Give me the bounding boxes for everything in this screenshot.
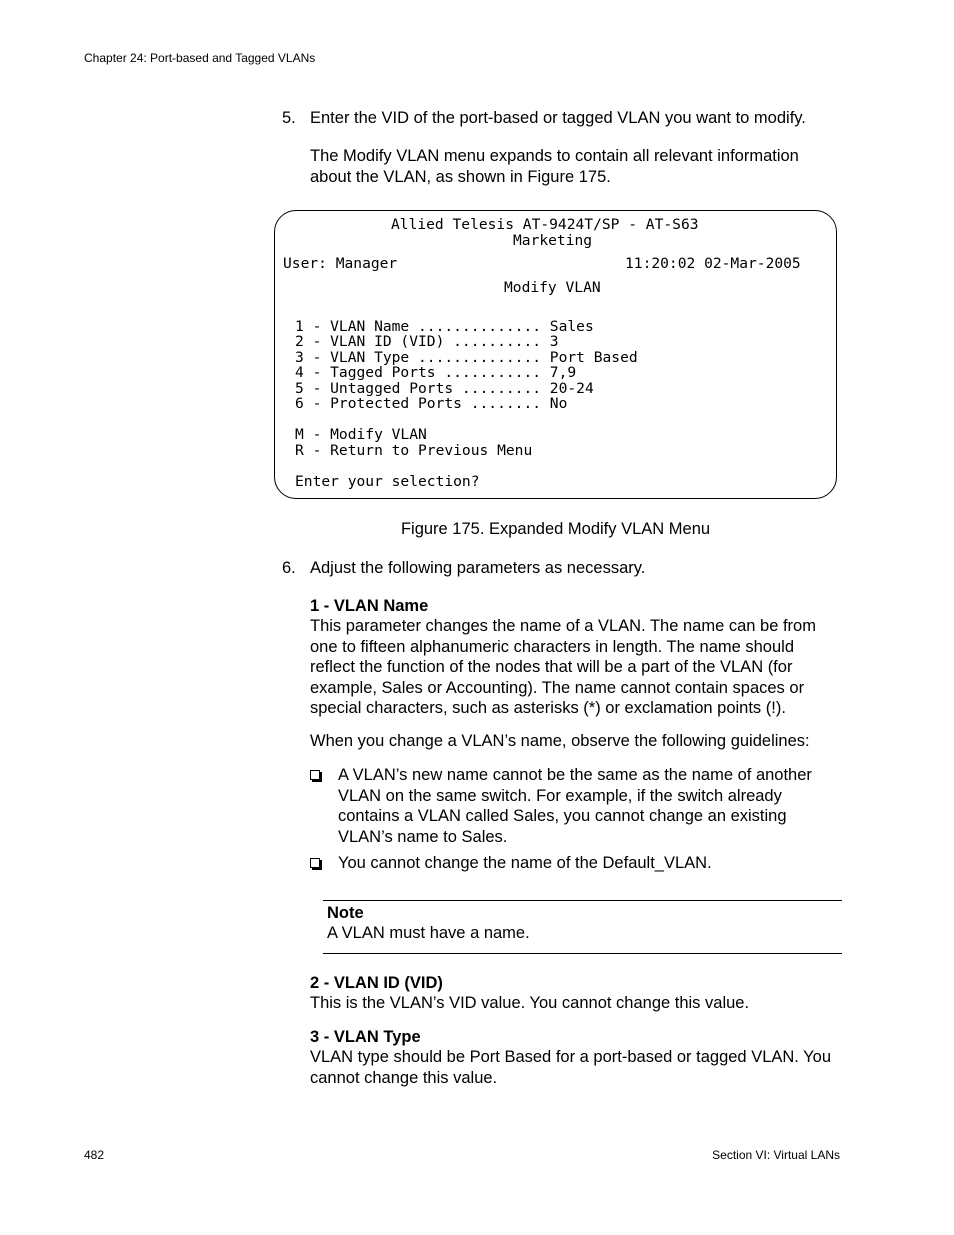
checkbox-bullet-icon [310,858,320,868]
terminal-menu-title: Modify VLAN [504,279,601,296]
vlan-type-description: VLAN type should be Port Based for a port-based or tagged VLAN. You cannot change this value. [310,1048,832,1087]
step-number: 6. [282,559,296,577]
menu-item[interactable]: 5 - Untagged Ports ......... 20-24 [295,380,594,397]
menu-item[interactable]: 2 - VLAN ID (VID) .......... 3 [295,333,559,350]
note-title: Note [327,904,364,922]
guidelines-intro: When you change a VLAN’s name, observe the following guidelines: [310,732,810,750]
vlan-id-description: This is the VLAN’s VID value. You cannot change this value. [310,994,750,1012]
terminal-screen [274,210,837,499]
note-bottom-rule [323,953,842,954]
terminal-prompt[interactable]: Enter your selection? [295,473,480,490]
step-5-followup: The Modify VLAN menu expands to contain all relevant information about the VLAN, as shown in Figure 175. [310,147,799,186]
terminal-title: Allied Telesis AT-9424T/SP - AT-S63 [391,216,699,233]
menu-item[interactable]: 4 - Tagged Ports ........... 7,9 [295,364,577,381]
terminal-user: User: Manager [283,255,398,272]
note-top-rule [323,900,842,901]
menu-item[interactable]: 3 - VLAN Type .............. Port Based [295,349,638,366]
menu-action-return[interactable]: R - Return to Previous Menu [295,442,533,459]
section-heading-vlan-name: 1 - VLAN Name [310,597,429,615]
section-heading-vlan-type: 3 - VLAN Type [310,1028,421,1046]
step-number: 5. [282,109,296,127]
menu-item[interactable]: 1 - VLAN Name .............. Sales [295,318,594,335]
menu-action-modify[interactable]: M - Modify VLAN [295,426,427,443]
step-text: Adjust the following parameters as necessary. [310,559,646,577]
terminal-subtitle: Marketing [513,232,593,249]
vlan-name-description: This parameter changes the name of a VLAN. The name can be from one to fifteen alphanumeric characters in length. The name should reflect the function of the nodes that will be a part of the VLAN (for example, Sales or Accounting). The name cannot contain spaces or special characters, such as asterisks (*) or exclamation points (!). [310,617,816,717]
checkbox-bullet-icon [310,770,320,780]
terminal-timestamp: 11:20:02 02-Mar-2005 [625,255,801,272]
section-heading-vlan-id: 2 - VLAN ID (VID) [310,974,443,992]
running-footer-section: Section VI: Virtual LANs [712,1148,840,1162]
step-text: Enter the VID of the port-based or tagged VLAN you want to modify. [310,109,806,127]
note-text: A VLAN must have a name. [327,924,530,942]
page-number: 482 [84,1148,105,1162]
figure-caption: Figure 175. Expanded Modify VLAN Menu [400,520,711,538]
running-header: Chapter 24: Port-based and Tagged VLANs [84,51,316,65]
menu-item[interactable]: 6 - Protected Ports ........ No [295,395,568,412]
